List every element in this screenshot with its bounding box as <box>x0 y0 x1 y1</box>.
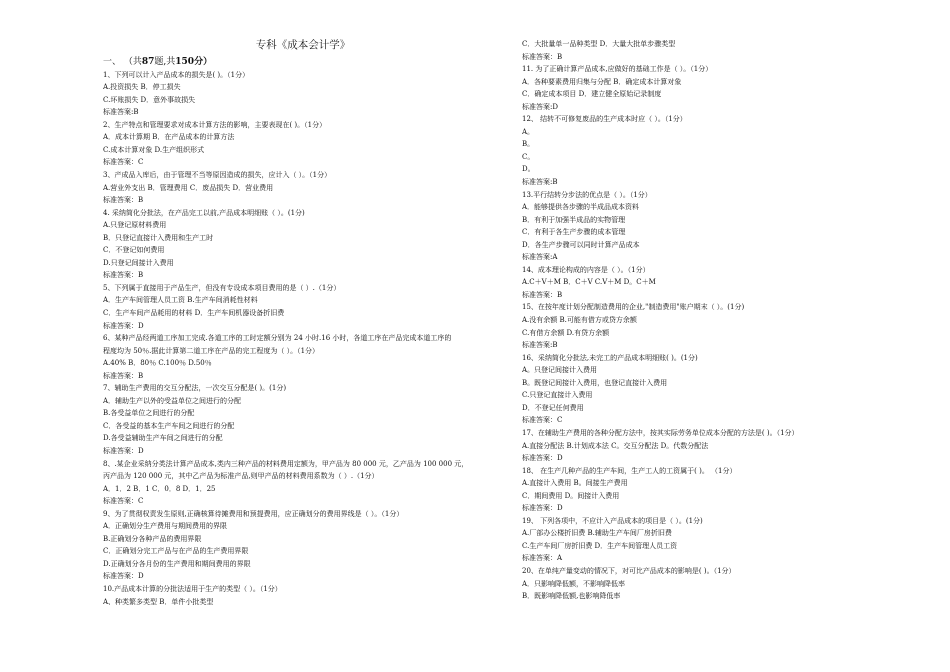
question-line: 3、产成品入库后，由于管理不当等原因造成的损失，应计入（ ）。（1分） <box>103 170 332 179</box>
question-line: C．有利于各生产步骤的成本管理 <box>522 228 626 237</box>
question-line: B．只登记直接计入费用和生产工时 <box>103 233 214 242</box>
question-line: 标准答案：A <box>522 554 563 563</box>
question-line: 标准答案：B <box>522 52 563 61</box>
question-line: A.直接分配法 B.计划成本法 C。交互分配法 D。代数分配法 <box>522 441 709 450</box>
question-line: A．成本计算期 B．在产品成本的计算方法 <box>103 133 235 142</box>
question-line: C．生产车间产品耗用的材料 D．生产车间机器设备折旧费 <box>103 308 285 317</box>
question-line: 6、某种产品经两道工序加工完成.各道工序的工时定额分别为 24 小时.16 小时，各道工序在产品完成本道工序的 <box>103 334 452 343</box>
question-line: C．确定成本项目 D．建立健全原始记录制度 <box>522 90 662 99</box>
right-question-list <box>522 38 842 603</box>
question-line: 8、.某企业采纳分类法计算产品成本,类内三种产品的材料费用定额为，甲产品为 80 000 元，乙产品为 100 000 元， <box>103 459 469 468</box>
question-line: 丙产品为 120 000 元，其中乙产品为标准产品,则甲产品的材料费用系数为（ ）.（1分） <box>103 472 379 481</box>
question-line: 1、下列可以计入产品成本的损失是( )。（1分） <box>103 70 250 79</box>
question-line: D。 <box>522 165 535 174</box>
question-line: A.厂部办公楼折旧费 B.辅助生产车间厂房折旧费 <box>522 529 672 538</box>
question-line: C．不登记如何费用 <box>103 246 165 255</box>
question-line: 18、 在生产几种产品的生产车间，生产工人的工资属于( )。 （1分） <box>522 466 737 475</box>
question-line: A.C＋V＋M B．C＋V C.V＋M D。C＋M <box>522 278 656 287</box>
question-line: 15、在按年度计划分配制造费用的企业,"制造费用"账户期末（ ）。(1分) <box>522 303 745 312</box>
question-line: A、种类繁多类型 B．单件小批类型 <box>103 597 214 606</box>
question-line: 12、 结转不可修复废品的生产成本时应（ ）。（1分） <box>522 115 687 124</box>
question-line: D.正确划分各月份的生产费用和期间费用的界限 <box>103 559 251 568</box>
question-line: A.直接计入费用 B。间接生产费用 <box>522 479 628 488</box>
question-line: 标准答案:B <box>522 178 558 187</box>
question-line: 9、为了贯彻权责发生原则,正确核算待摊费用和预提费用，应正确划分的费用界线是（ ）。（1分） <box>103 509 404 518</box>
question-line: 13.平行结转分步法的优点是（ ）。（1分） <box>522 190 652 199</box>
question-line: 10.产品成本计算的分批法适用于生产的类型（ ）。（1分） <box>103 585 282 594</box>
question-line: C.生产车间厂房折旧费 D．生产车间管理人员工资 <box>522 541 678 550</box>
question-line: C.只登记直接计入费用 <box>522 391 593 400</box>
right-column <box>522 38 842 603</box>
question-line: C.坏账损失 D．意外事故损失 <box>103 95 196 104</box>
question-line: 20、在单纯产量变动的情况下，对可比产品成本的影响是( )。（1分） <box>522 566 736 575</box>
left-column <box>103 38 503 608</box>
question-line: 5、下列属于直接用于产品生产，但没有专设成本项目费用的是（ ）.（1分） <box>103 283 341 292</box>
question-line: A。只登记间接计入费用 <box>522 366 598 375</box>
question-line: 标准答案：B <box>103 371 144 380</box>
question-line: 17、在辅助生产费用的各种分配方法中，按其实际劳务单位成本分配的方法是( )。（1分） <box>522 428 799 437</box>
question-line: 7、辅助生产费用的交互分配法，一次交互分配是( )。(1分) <box>103 384 287 393</box>
question-line: C.成本计算对象 D.生产组织形式 <box>103 145 205 154</box>
question-line: C．大批量单一品种类型 D．大量大批单步骤类型 <box>522 40 676 48</box>
question-line: A．1．2 B．1 C．0．8 D．1．25 <box>103 484 216 493</box>
question-line: C．期间费用 D。间接计入费用 <box>522 491 620 500</box>
left-question-list <box>103 69 503 609</box>
question-line: 标准答案：D <box>522 454 563 463</box>
question-line: B.正确划分各种产品的费用界限 <box>103 534 202 543</box>
question-line: 16、采纳简化分批法,未完工的产品成本明细账( )。(1分) <box>522 353 698 362</box>
question-line: C．正确划分完工产品与在产品的生产费用界限 <box>103 547 249 556</box>
question-line: 标准答案：C <box>522 416 563 425</box>
document-title: 专科《成本会计学》 <box>255 39 351 51</box>
question-line: 标准答案：B <box>103 271 144 280</box>
question-line: B。既登记间接计入费用，也登记直接计入费用 <box>522 378 668 387</box>
question-line: 标准答案：D <box>103 321 144 330</box>
question-line: A.没有余额 B.可能有借方或贷方余额 <box>522 316 637 325</box>
question-line: B。 <box>522 140 535 149</box>
question-line: A.40% B．80％ C.100％ D.50％ <box>103 359 212 368</box>
question-line: 程度均为 50％.据此计算第二道工序在产品的完工程度为（ ）。（1分） <box>103 346 320 355</box>
question-line: 2、生产特点和管理要求对成本计算方法的影响，主要表现在( )。（1分） <box>103 120 327 129</box>
question-line: A．正确划分生产费用与期间费用的界限 <box>103 522 228 531</box>
question-line: B．既影响降低额,也影响降低率 <box>522 592 621 601</box>
question-line: 标准答案:B <box>522 341 558 350</box>
question-line: 标准答案:D <box>522 102 558 111</box>
question-line: 标准答案：C <box>103 497 144 506</box>
question-line: A.只登记原材料费用 <box>103 221 167 230</box>
section-prefix: 一、 （共 <box>103 57 142 67</box>
question-line: 标准答案:A <box>522 253 558 262</box>
section-suffix: 分） <box>194 57 213 67</box>
question-line: D．各生产步骤可以同时计算产品成本 <box>522 240 640 249</box>
question-line: A．生产车间管理人员工资 B.生产车间消耗性材料 <box>103 296 258 305</box>
question-line: A.投资损失 B．停工损失 <box>103 83 181 92</box>
question-line: 19、 下列各项中，不应计入产品成本的项目是（ ）。(1分) <box>522 516 703 525</box>
total-score: 150 <box>175 57 195 67</box>
question-line: B．有利于加强半成品的实物管理 <box>522 215 626 224</box>
question-line: 标准答案：D <box>522 504 563 513</box>
question-line: D.只登记间接计入费用 <box>103 258 174 267</box>
question-line: A．辅助生产以外的受益单位之间进行的分配 <box>103 396 242 405</box>
question-line: 14、成本理论构成的内容是（ ）。（1分） <box>522 265 650 274</box>
question-line: 标准答案：C <box>103 158 144 167</box>
question-line: C.有借方余额 D.有贷方余额 <box>522 328 610 337</box>
section-header <box>103 56 503 69</box>
question-line: A．只影响降低额，不影响降低率 <box>522 579 626 588</box>
question-line: 标准答案：D <box>103 572 144 581</box>
question-line: C。 <box>522 152 535 161</box>
question-count: 87 <box>141 57 155 67</box>
question-line: 4. 采纳简化分批法，在产品完工以前,产品成本明细账（ ）。(1分) <box>103 208 305 217</box>
question-line: A．各种要素费用归集与分配 B．确定成本计算对象 <box>522 77 682 86</box>
question-line: A.营业外支出 B．管理费用 C．废品损失 D．营业费用 <box>103 183 274 192</box>
question-line: A。 <box>522 127 535 136</box>
question-line: 标准答案：D <box>103 447 144 455</box>
question-line: 标准答案:B <box>103 108 139 117</box>
question-line: 标准答案：B <box>522 290 563 299</box>
question-line: D.各受益辅助生产车间之间进行的分配 <box>103 434 223 443</box>
question-line: 标准答案：B <box>103 196 144 205</box>
question-line: 11. 为了正确计算产品成本,应做好的基础工作是（ ）。（1分） <box>522 65 713 74</box>
question-line: D．不登记任何费用 <box>522 403 584 412</box>
question-line: A．能够提供各步骤的半成品成本资料 <box>522 203 640 212</box>
question-line: B.各受益单位之间进行的分配 <box>103 409 195 418</box>
question-line: C．各受益的基本生产车间之间进行的分配 <box>103 421 235 430</box>
section-mid: 题,共 <box>154 57 176 67</box>
